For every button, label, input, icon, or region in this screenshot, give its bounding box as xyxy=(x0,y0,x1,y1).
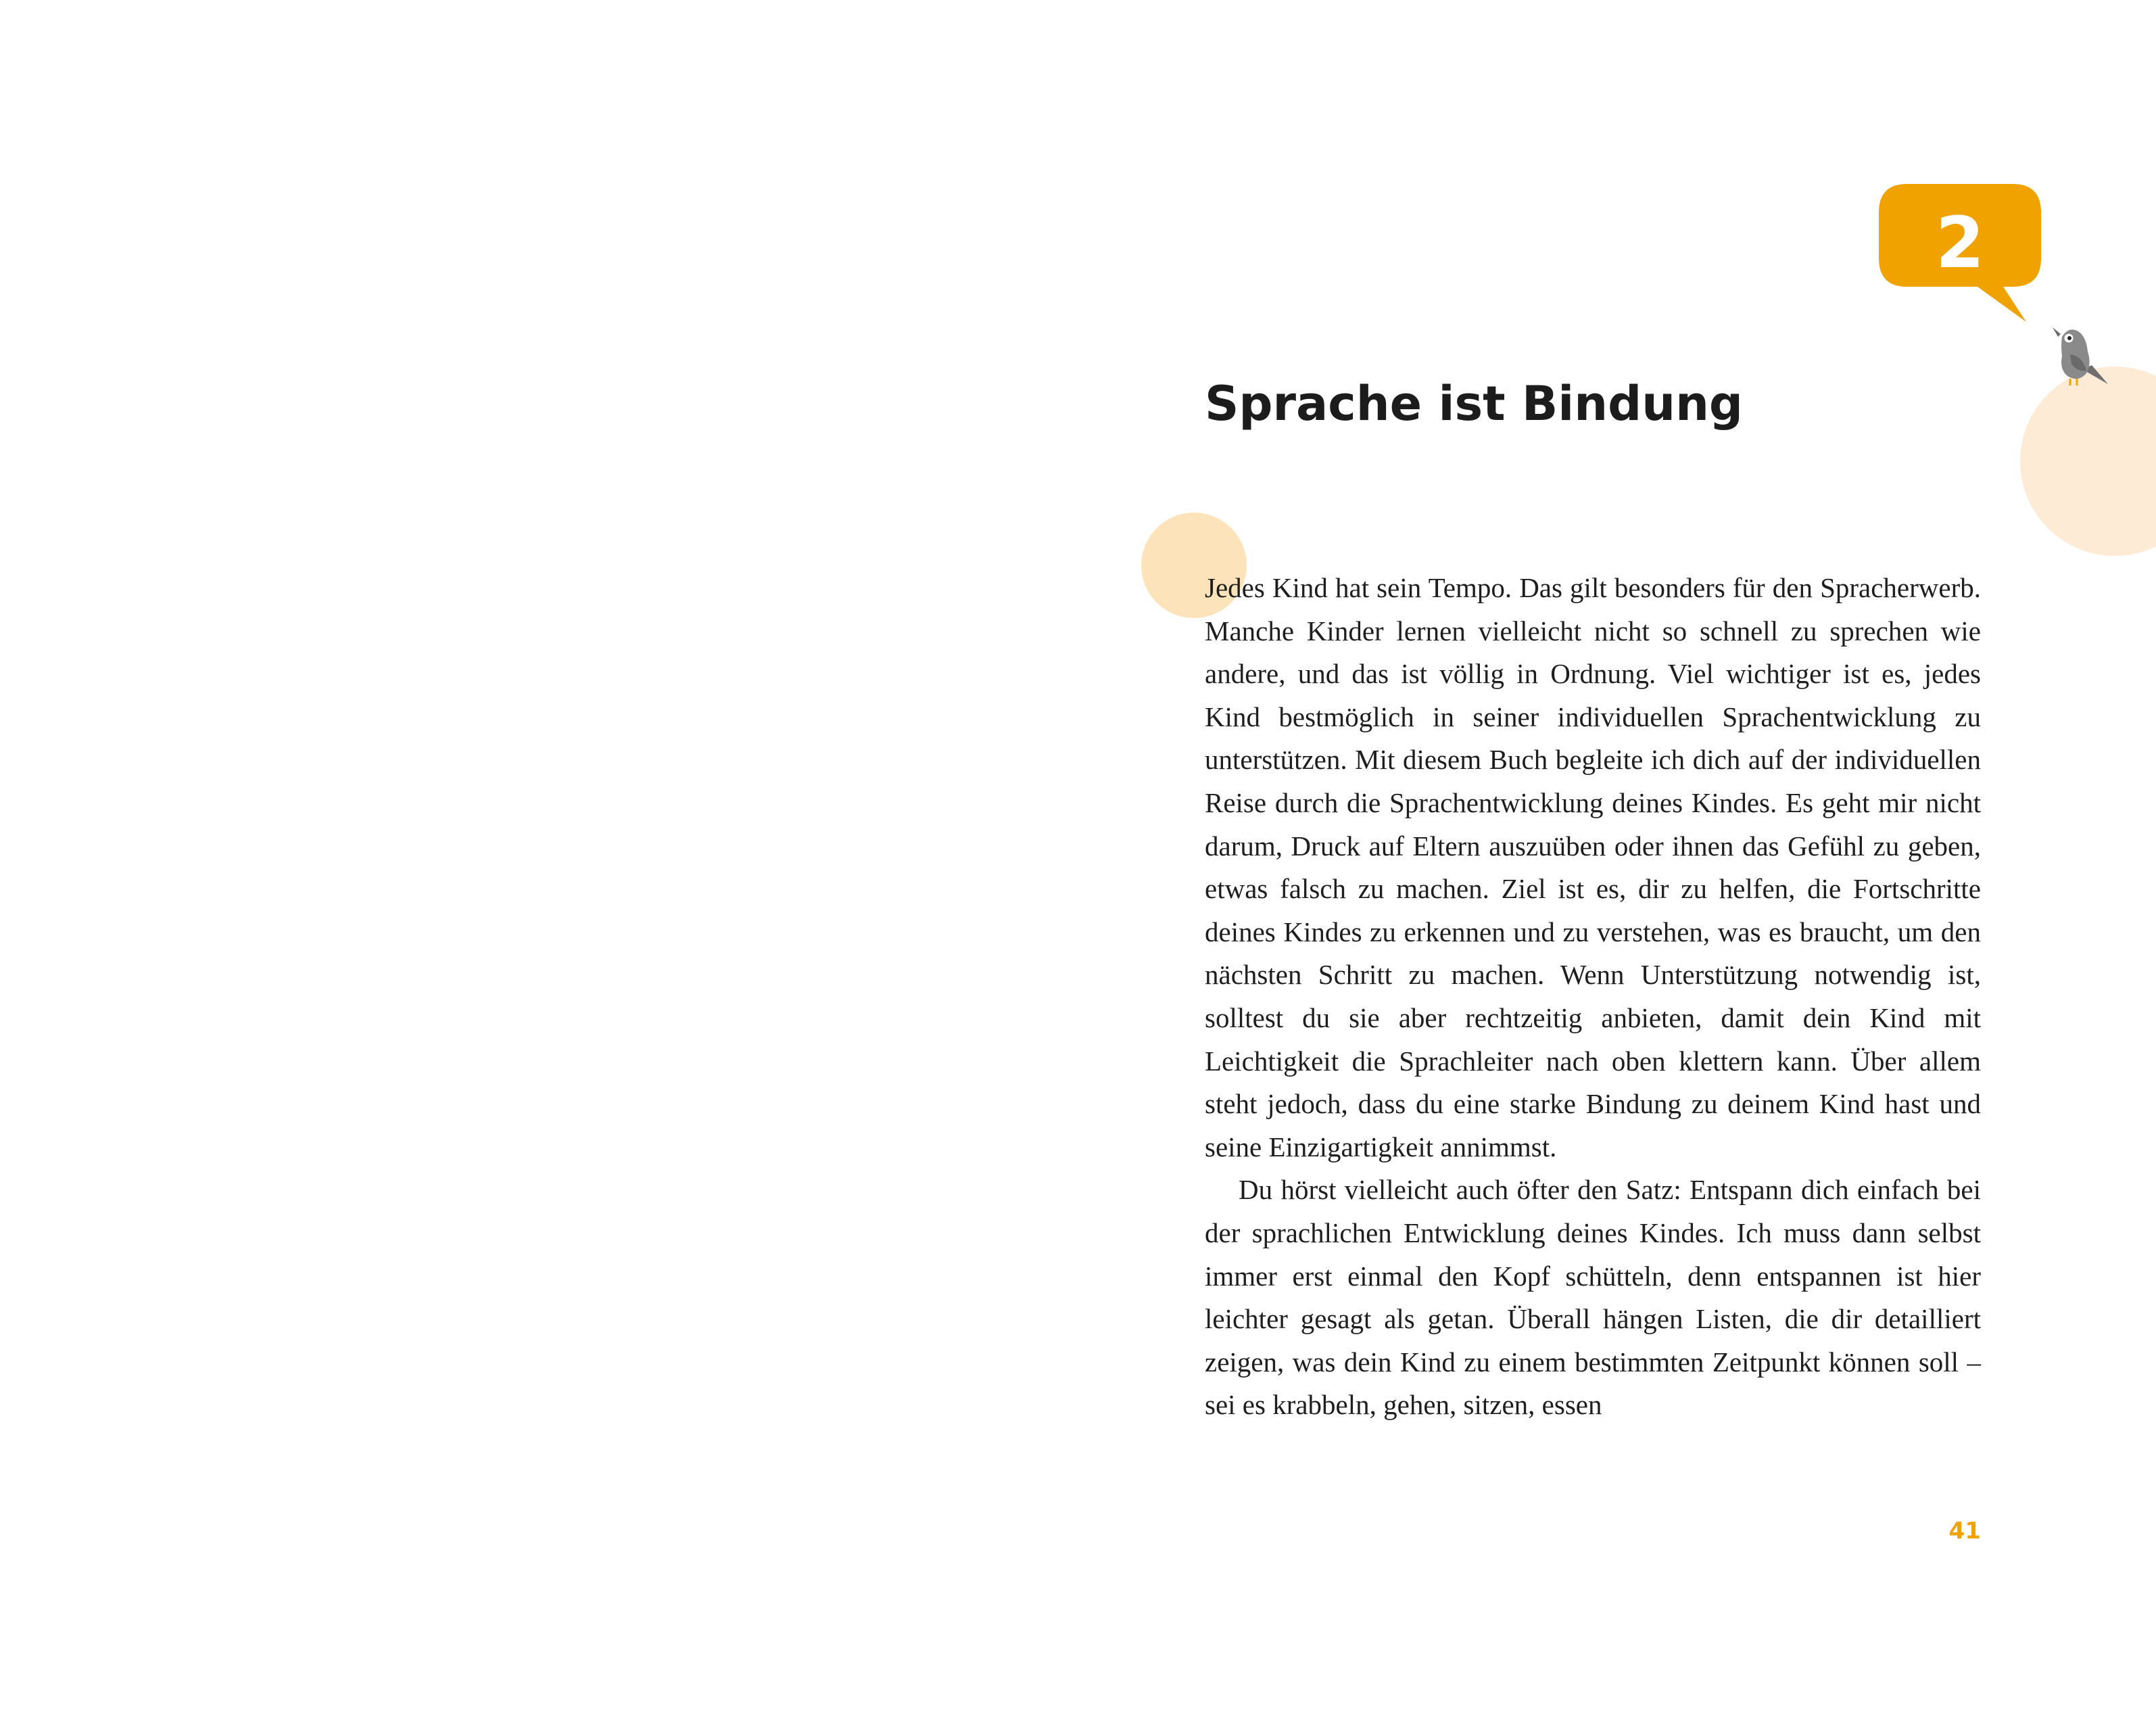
bird-icon xyxy=(2047,322,2109,387)
paragraph: Jedes Kind hat sein Tempo. Das gilt besonders für den Spracherwerb. Manche Kinder lernen vielleicht nicht so schnell zu sprechen wie andere, und das ist völlig in Ordnung. Viel wichtiger ist es, jedes Kind bestmöglich in seiner individuellen Sprachentwicklung zu unterstützen. Mit diesem Buch begleite ich dich auf der individuellen Reise durch die Sprachentwicklung deines Kindes. Es geht mir nicht darum, Druck auf Eltern auszuüben oder ihnen das Gefühl zu geben, etwas falsch zu machen. Ziel ist es, dir zu helfen, die Fortschritte deines Kindes zu erkennen und zu verstehen, was es braucht, um den nächsten Schritt zu machen. Wenn Unterstützung notwendig ist, solltest du sie aber rechtzeitig anbieten, damit dein Kind mit Leichtigkeit die Sprachleiter nach oben klettern kann. Über allem steht jedoch, dass du eine starke Bindung zu deinem Kind hast und seine Einzigartigkeit annimmst. xyxy=(1205,572,1981,1162)
chapter-title: Sprache ist Bindung xyxy=(1205,376,1744,431)
page-number: 41 xyxy=(1948,1518,1981,1545)
chapter-number: 2 xyxy=(1935,202,1985,284)
paragraph: Du hörst vielleicht auch öfter den Satz: Entspann dich einfach bei der sprachlichen Entwicklung deines Kindes. Ich muss dann selbst immer erst einmal den Kopf schütteln, denn entspannen ist hier leichter gesagt als getan. Überall hängen Listen, die dir detailliert zeigen, was dein Kind zu einem bestimmten Zeitpunkt können soll – sei es krabbeln, gehen, sitzen, essen xyxy=(1205,1174,1981,1421)
body-text xyxy=(1205,567,1981,1427)
chapter-badge xyxy=(1877,183,2042,325)
